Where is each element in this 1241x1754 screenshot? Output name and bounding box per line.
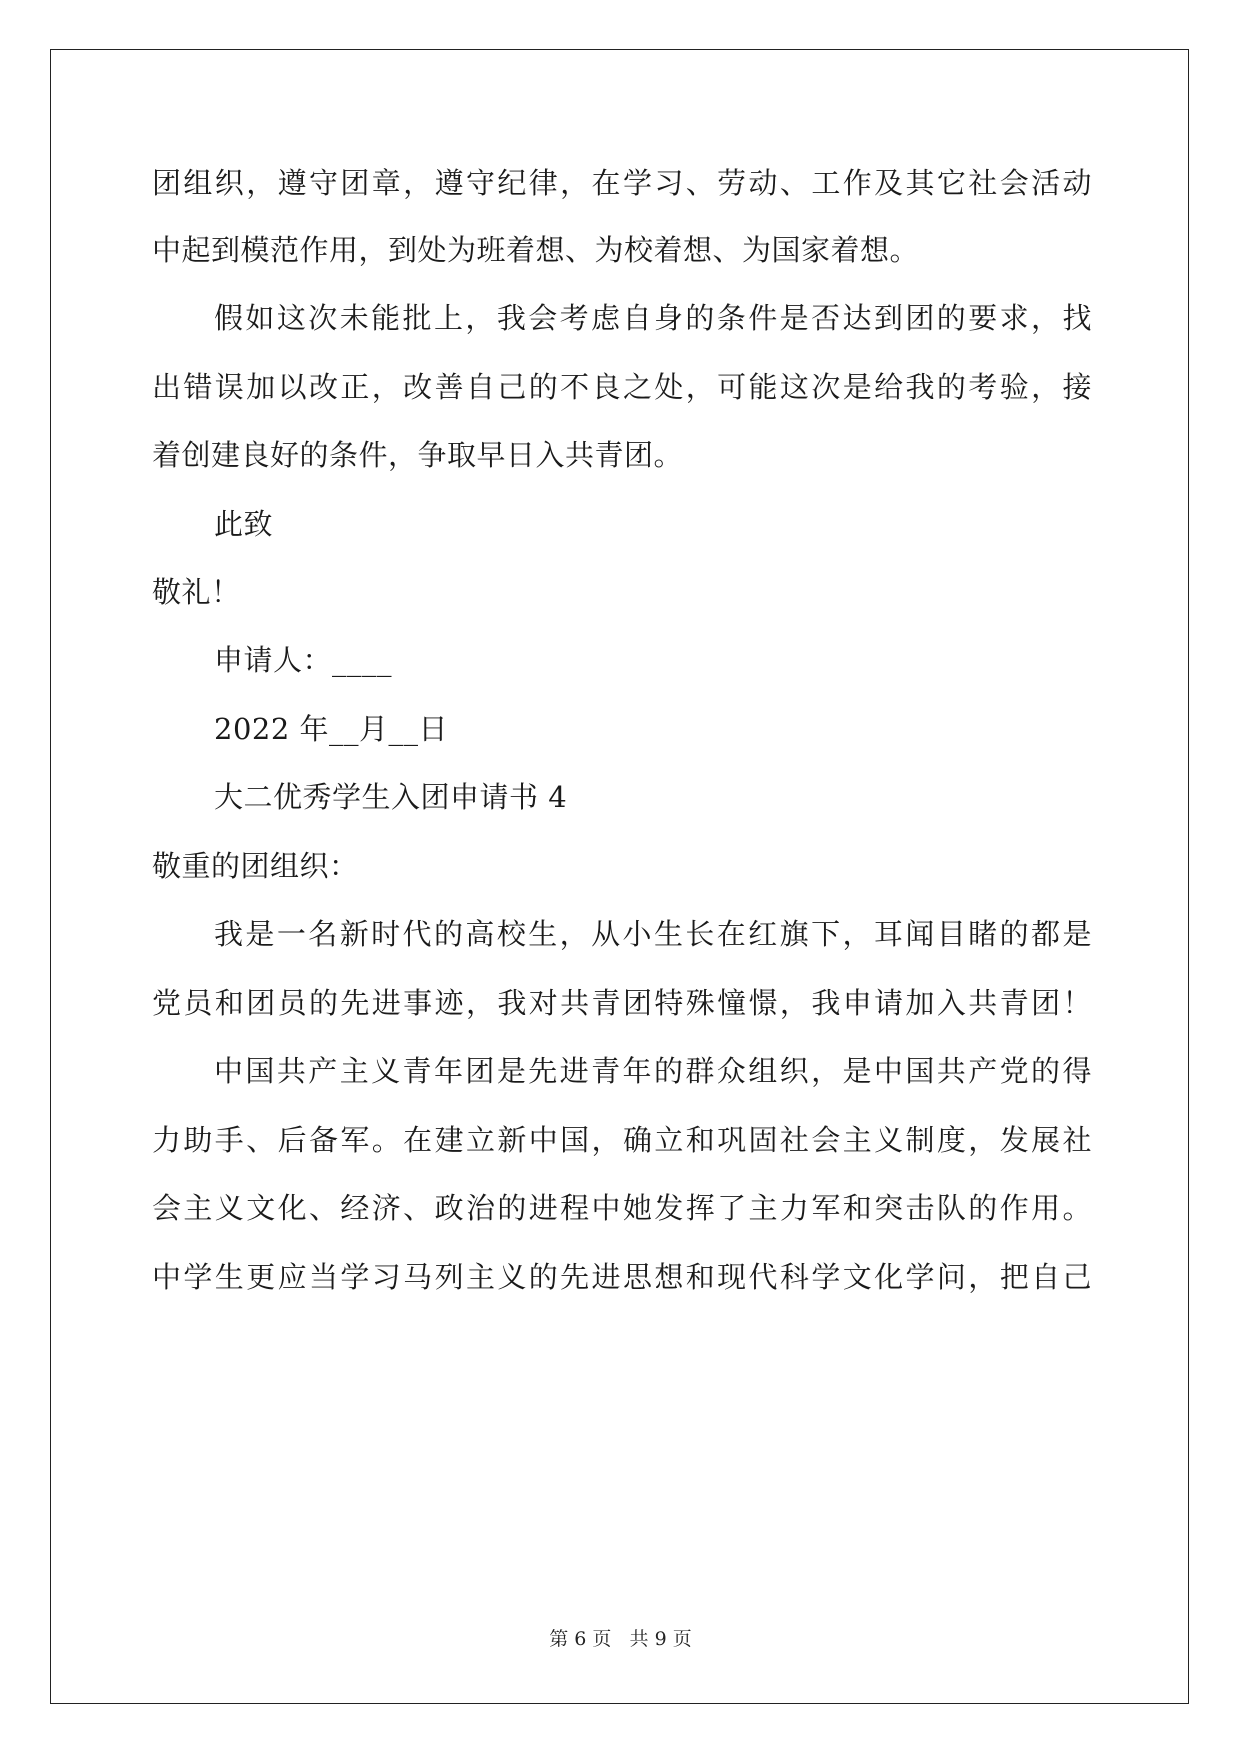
paragraph-line: 会主义文化、经济、政治的进程中她发挥了主力军和突击队的作用。	[152, 1191, 1092, 1225]
page-number-footer: 第 6 页 共 9 页	[549, 1628, 692, 1650]
date-line: 2022 年__月__日	[214, 712, 449, 746]
greeting: 敬重的团组织：	[152, 849, 359, 883]
section-title: 大二优秀学生入团申请书 4	[214, 780, 568, 814]
paragraph-line: 团组织，遵守团章，遵守纪律，在学习、劳动、工作及其它社会活动	[152, 166, 1092, 200]
paragraph-line: 中学生更应当学习马列主义的先进思想和现代科学文化学问，把自己	[152, 1260, 1092, 1294]
paragraph-line: 力助手、后备军。在建立新中国，确立和巩固社会主义制度，发展社	[152, 1123, 1092, 1157]
closing-regards: 敬礼！	[152, 575, 241, 609]
applicant-signature: 申请人：____	[214, 643, 393, 677]
paragraph-line: 我是一名新时代的高校生，从小生长在红旗下，耳闻目睹的都是	[214, 917, 1092, 951]
paragraph-line: 出错误加以改正，改善自己的不良之处，可能这次是给我的考验，接	[152, 370, 1092, 404]
paragraph-line: 着创建良好的条件，争取早日入共青团。	[152, 438, 684, 472]
paragraph-line: 党员和团员的先进事迹，我对共青团特殊憧憬，我申请加入共青团！	[152, 986, 1092, 1020]
paragraph-line: 中国共产主义青年团是先进青年的群众组织，是中国共产党的得	[214, 1054, 1092, 1088]
closing-salutation: 此致	[214, 507, 274, 541]
paragraph-line: 中起到模范作用，到处为班着想、为校着想、为国家着想。	[152, 233, 920, 267]
paragraph-line: 假如这次未能批上，我会考虑自身的条件是否达到团的要求，找	[214, 301, 1092, 335]
